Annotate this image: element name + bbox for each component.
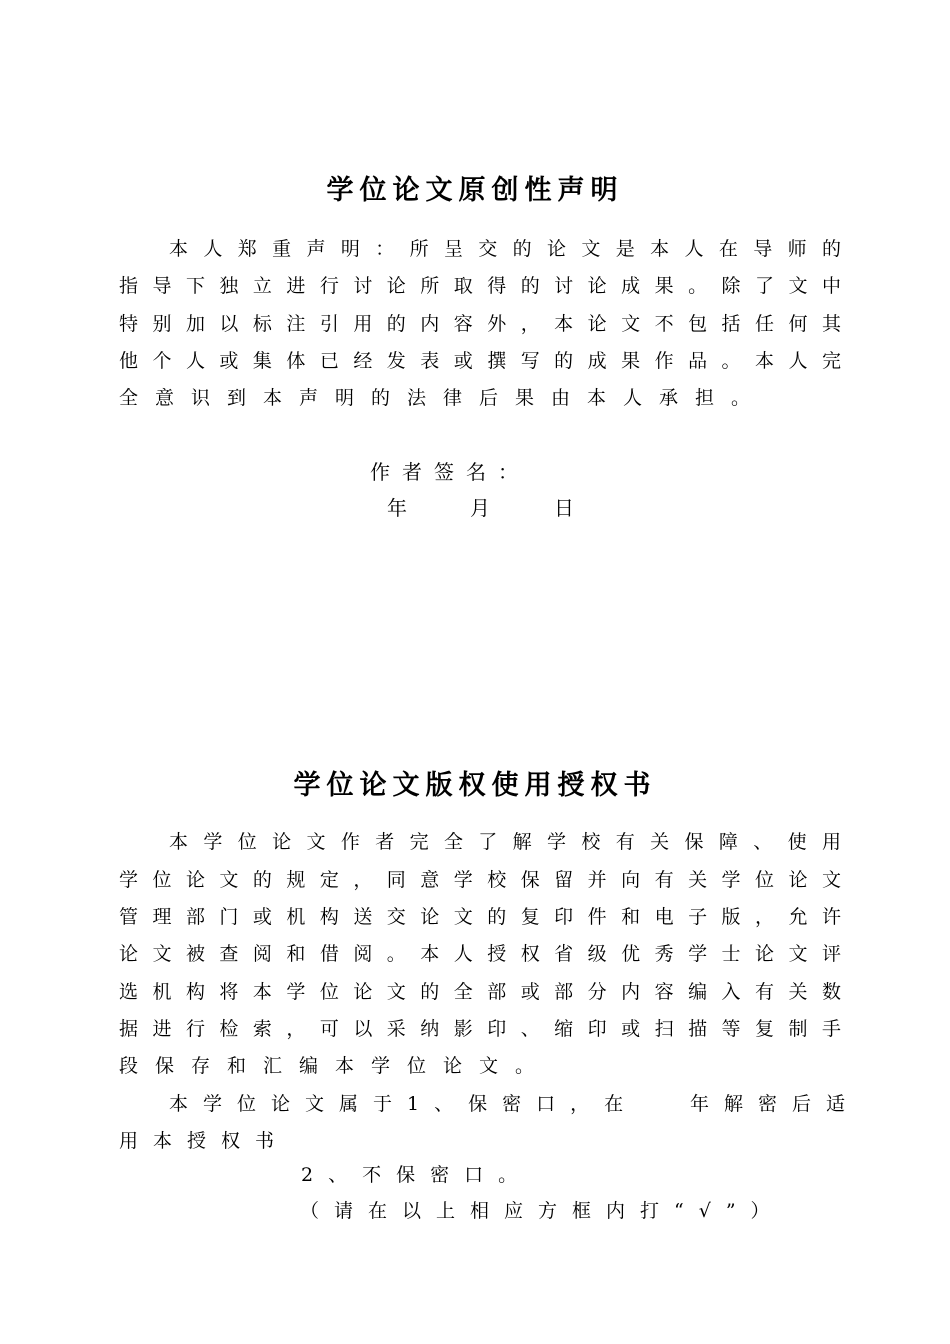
authorization-line: 管理部门或机构送交论文的复印件和电子版，允许 bbox=[119, 906, 841, 928]
authorization-title: 学位论文版权使用授权书 bbox=[293, 770, 657, 801]
date-year: 年 bbox=[387, 496, 419, 520]
declaration-line: 指导下独立进行讨论所取得的讨论成果。除了文中 bbox=[119, 275, 841, 297]
authorization-line: 论文被查阅和借阅。本人授权省级优秀学士论文评 bbox=[119, 943, 841, 965]
declaration-title: 学位论文原创性声明 bbox=[326, 175, 624, 206]
date-day: 日 bbox=[554, 496, 586, 520]
confidential-option-1: 本学位论文属于1、保密口，在 bbox=[169, 1093, 639, 1115]
declaration-line: 全意识到本声明的法律后果由本人承担。 bbox=[119, 387, 768, 409]
authorization-line: 据进行检索，可以采纳影印、缩印或扫描等复制手 bbox=[119, 1018, 841, 1040]
declaration-line: 本人郑重声明：所呈交的论文是本人在导师的 bbox=[169, 238, 841, 260]
declaration-line: 特别加以标注引用的内容外，本论文不包括任何其 bbox=[119, 313, 841, 335]
confidential-decrypt-text: 年解密后适 bbox=[690, 1093, 861, 1115]
declaration-line: 他个人或集体已经发表或撰写的成果作品。本人完 bbox=[119, 350, 841, 372]
authorization-line: 本学位论文作者完全了解学校有关保障、使用 bbox=[169, 831, 841, 853]
signature-label: 作者签名： bbox=[370, 460, 530, 484]
checkbox-instruction-note: （请在以上相应方框内打“√”） bbox=[300, 1200, 785, 1222]
authorization-line: 选机构将本学位论文的全部或部分内容编入有关数 bbox=[119, 981, 841, 1003]
date-month: 月 bbox=[470, 496, 502, 520]
confidential-continuation: 用本授权书 bbox=[119, 1130, 290, 1152]
authorization-line: 段保存和汇编本学位论文。 bbox=[119, 1055, 552, 1077]
confidential-option-2: 2、不保密口。 bbox=[301, 1164, 533, 1186]
authorization-line: 学位论文的规定，同意学校保留并向有关学位论文 bbox=[119, 869, 841, 891]
